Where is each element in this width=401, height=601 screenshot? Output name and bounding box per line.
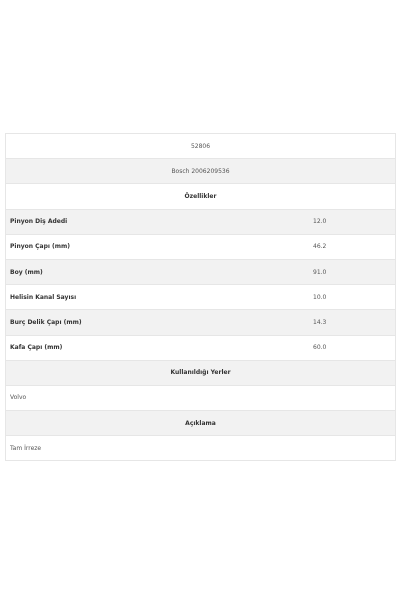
spec-value: 14.3	[313, 318, 327, 326]
spec-value: 60.0	[313, 344, 327, 352]
spec-row	[6, 260, 395, 285]
spec-label: Pinyon Diş Adedi	[10, 218, 68, 226]
usage-row	[6, 386, 395, 411]
product-code-row	[6, 134, 395, 159]
spec-label: Pinyon Çapı (mm)	[10, 243, 70, 251]
spec-row	[6, 210, 395, 235]
product-reference-row	[6, 159, 395, 184]
spec-row	[6, 285, 395, 310]
product-code: 52806	[190, 142, 211, 150]
description-heading-row	[6, 411, 395, 436]
specs-heading: Özellikler	[184, 192, 217, 200]
product-spec-table	[5, 133, 396, 461]
spec-value: 46.2	[313, 243, 327, 251]
spec-label: Boy (mm)	[10, 268, 43, 276]
usage-heading: Kullanıldığı Yerler	[170, 369, 231, 377]
spec-value: 91.0	[313, 268, 327, 276]
spec-label: Kafa Çapı (mm)	[10, 344, 63, 352]
spec-row	[6, 336, 395, 361]
spec-value: 10.0	[313, 293, 327, 301]
description-row	[6, 436, 395, 461]
spec-label: Burç Delik Çapı (mm)	[10, 318, 82, 326]
description-text: Tam İrreze	[10, 444, 42, 452]
spec-label: Helisin Kanal Sayısı	[10, 293, 77, 301]
specs-heading-row	[6, 184, 395, 209]
usage-heading-row	[6, 361, 395, 386]
spec-row	[6, 235, 395, 260]
product-reference: Bosch 2006209536	[171, 167, 230, 175]
description-heading: Açıklama	[185, 419, 216, 427]
spec-value: 12.0	[313, 218, 327, 226]
usage-text: Volvo	[10, 394, 27, 402]
spec-row	[6, 310, 395, 335]
